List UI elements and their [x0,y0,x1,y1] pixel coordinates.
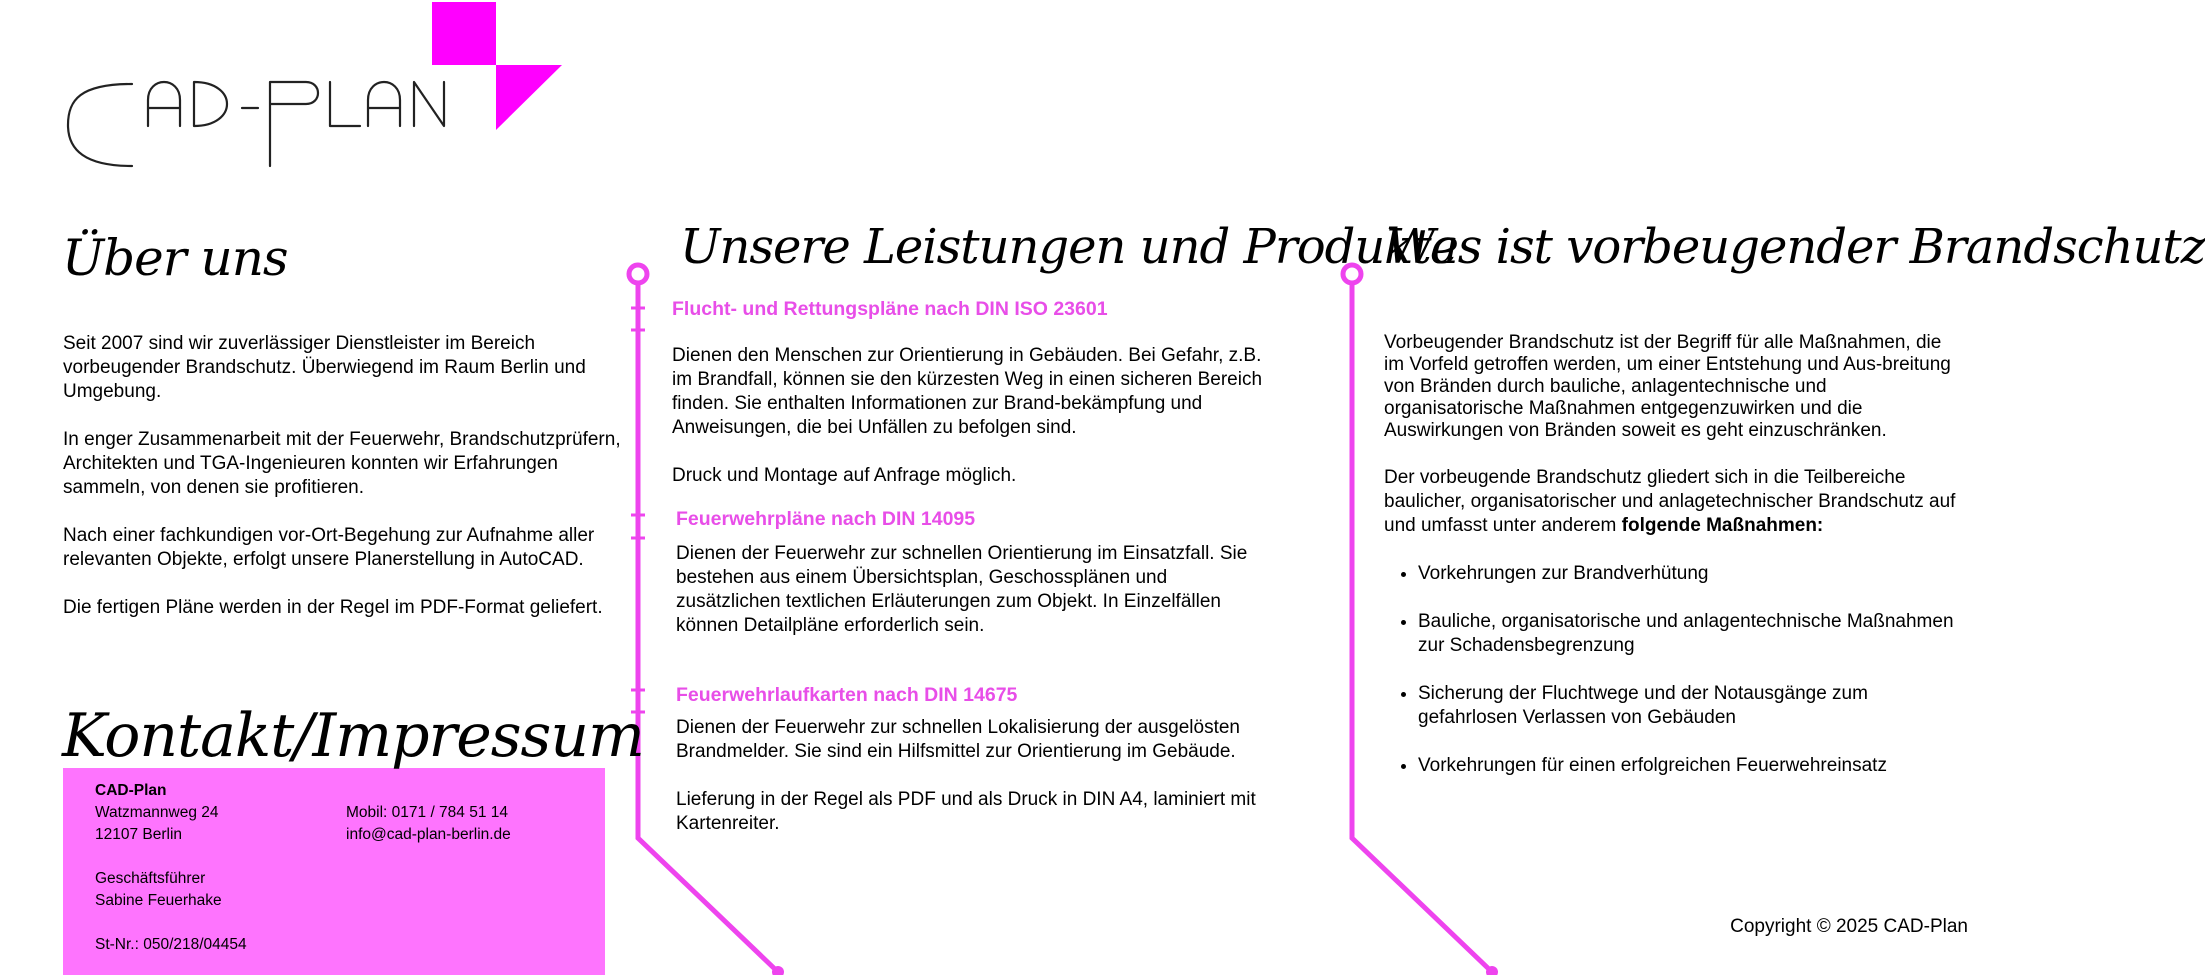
list-item: • Sicherung der Fluchtwege und der Notausgänge zum gefahrlosen Verlassen von Gebäuden [1418,682,1964,730]
services-heading: Unsere Leistungen und Produkte [680,219,1459,275]
about-paragraph: Die fertigen Pläne werden in der Regel im PDF-Format geliefert. [63,597,603,618]
contact-manager-name: Sabine Feuerhake [95,892,222,909]
list-item: • Vorkehrungen zur Brandverhütung [1418,562,1964,586]
contact-manager-label: Geschäftsführer [95,870,206,887]
about-paragraph: Nach einer fachkundigen vor-Ort-Begehung zur Aufnahme aller relevanten Objekte, erfolgt unsere Planerstellung in AutoCAD. [63,525,595,570]
service-description [676,716,1282,860]
fire-protection-lead-text: Der vorbeugende Brandschutz gliedert sich in die Teilbereiche baulicher, organisatorischer und anlagetechnischer Brandschutz auf und umfasst unter anderem [1384,467,1956,536]
list-item: • Bauliche, organisatorische und anlagentechnische Maßnahmen zur Schadensbegrenzung [1418,610,1964,658]
about-heading: Über uns [62,229,288,287]
contact-company: CAD-Plan [95,782,167,799]
measures-list [1384,562,1964,778]
contact-city: 12107 Berlin [95,826,183,843]
service-paragraph: Lieferung in der Regel als PDF und als Druck in DIN A4, laminiert mit Kartenreiter. [676,789,1256,834]
fire-protection-lead-bold: folgende Maßnahmen: [1621,515,1824,536]
fire-protection-section [1384,332,1964,802]
fire-protection-intro: Vorbeugender Brandschutz ist der Begriff für alle Maßnahmen, die im Vorfeld getroffen werden, um einer Entstehung und Aus-breitung von Bränden durch bauliche, anlagentechnische und organisatorische Maßnahmen entgegenzuwirken und die Auswirkungen von Bränden soweit es geht einzuschränken. [1384,332,1951,441]
about-paragraph: Seit 2007 sind wir zuverlässiger Dienstleister im Bereich vorbeugender Brandschutz. Überwiegend im Raum Berlin und Umgebung. [63,333,586,402]
contact-street: Watzmannweg 24 [95,804,219,821]
contact-box [63,768,605,975]
service-title: Feuerwehrpläne nach DIN 14095 [676,508,976,530]
service-description [676,542,1274,662]
cad-plan-logo [60,0,570,175]
service-paragraph: Dienen den Menschen zur Orientierung in Gebäuden. Bei Gefahr, z.B. im Brandfall, können sie den kürzesten Weg in einen sicheren Bereich finden. Sie enthalten Informationen zur Brand-bekämpfung und Anweisungen, die bei Unfällen zu befolgen sind. [672,345,1263,438]
contact-email-link[interactable]: info@cad-plan-berlin.de [346,826,511,843]
copyright-text: Copyright © 2025 CAD-Plan [1730,916,1968,937]
service-title: Feuerwehrlaufkarten nach DIN 14675 [676,684,1018,706]
about-paragraph: In enger Zusammenarbeit mit der Feuerwehr, Brandschutzprüfern, Architekten und TGA-Ingenieuren konnten wir Erfahrungen sammeln, von denen sie profitieren. [63,429,621,498]
contact-tax-id: St-Nr.: 050/218/04454 [95,936,247,953]
fire-protection-lead [1384,466,1964,538]
fire-protection-heading: Was ist vorbeugender Brandschutz [1386,219,2205,275]
contact-heading: Kontakt/Impressum [62,701,644,771]
service-paragraph: Dienen der Feuerwehr zur schnellen Lokalisierung der ausgelösten Brandmelder. Sie sind ein Hilfsmittel zur Orientierung im Gebäude. [676,717,1240,762]
service-paragraph: Dienen der Feuerwehr zur schnellen Orientierung im Einsatzfall. Sie bestehen aus einem Übersichtsplan, Geschossplänen und zusätzlichen textlichen Erläuterungen zum Objekt. In Einzelfällen können Detailpläne erforderlich sein. [676,543,1248,636]
list-item: • Vorkehrungen für einen erfolgreichen Feuerwehreinsatz [1418,754,1964,778]
service-description [672,344,1272,512]
contact-mobile: Mobil: 0171 / 784 51 14 [346,804,509,821]
service-paragraph: Druck und Montage auf Anfrage möglich. [672,465,1017,486]
about-section [63,332,623,644]
service-title: Flucht- und Rettungspläne nach DIN ISO 23601 [672,298,1108,320]
